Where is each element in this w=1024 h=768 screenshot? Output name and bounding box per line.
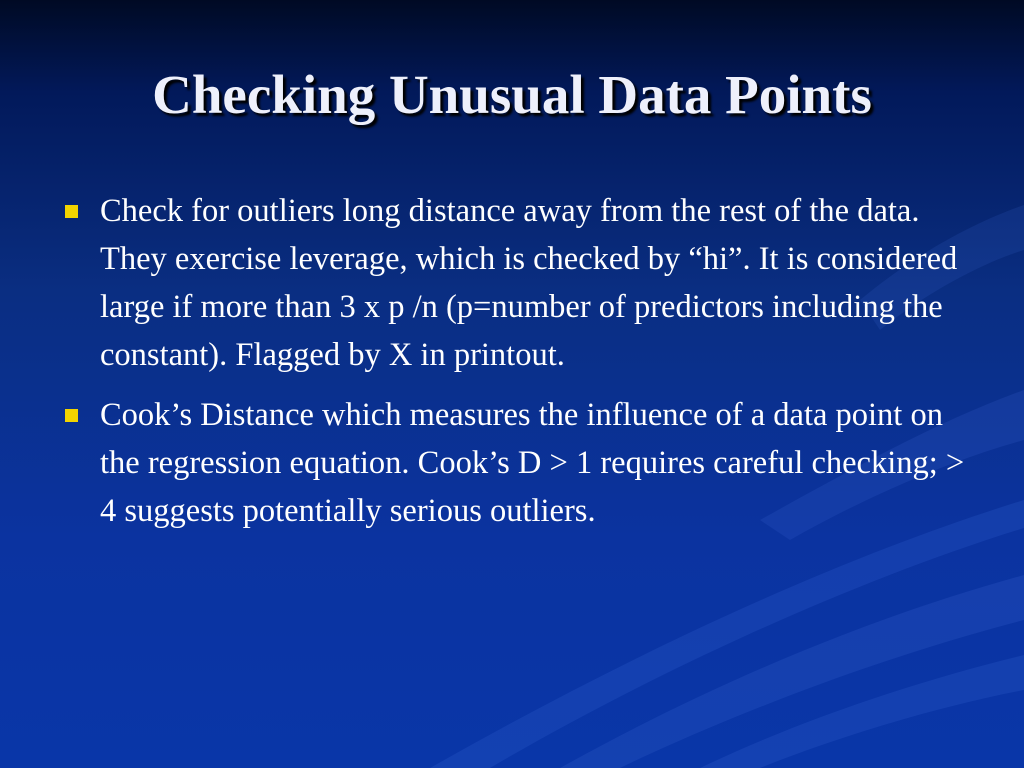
slide-title: Checking Unusual Data Points [152,64,872,125]
bullet-text: Cook’s Distance which measures the influence of a data point on the regression equation. Cook’s D > 1 requires careful checking; > 4 suggests potentially serious outliers. [100,397,965,529]
square-bullet-icon [65,409,78,422]
bullet-item [62,187,977,379]
square-bullet-icon [65,205,78,218]
bullet-text: Check for outliers long distance away from the rest of the data. They exercise leverage, which is checked by “hi”. It is considered large if more than 3 x p /n (p=number of predictors including the constant). Flagged by X in printout. [100,193,958,373]
bullet-list [62,187,977,547]
bullet-item [62,391,977,535]
